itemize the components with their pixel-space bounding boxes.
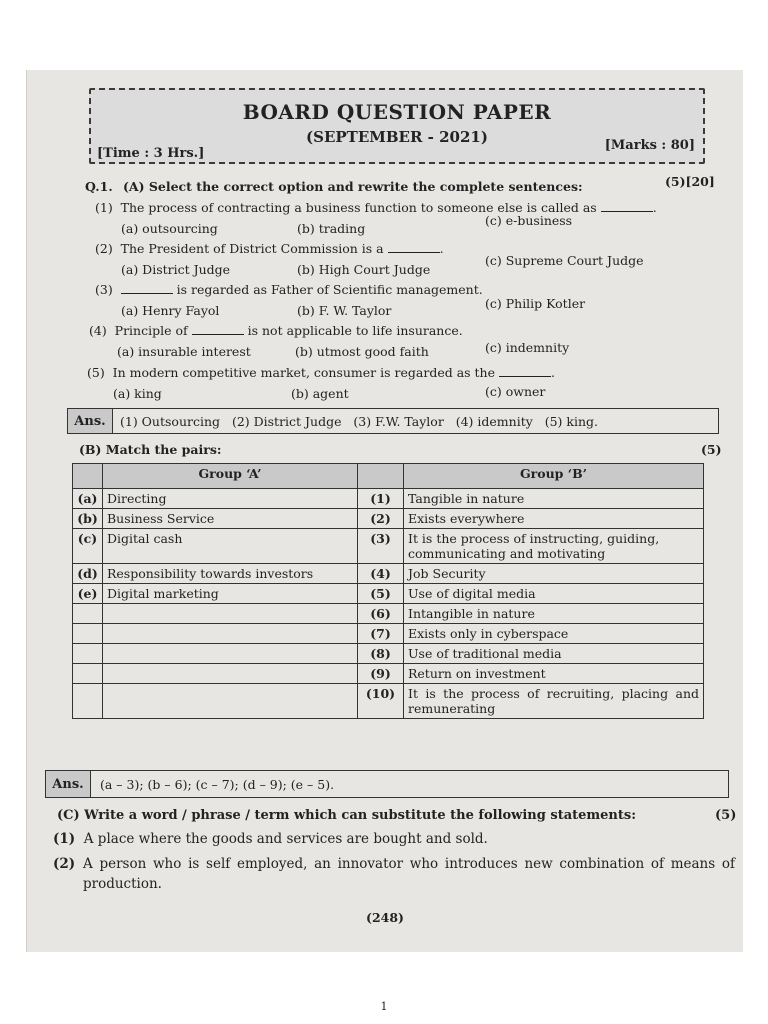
group-b-text: It is the process of instructing, guiding, communicating and motivating <box>404 529 704 564</box>
table-header-cell <box>73 464 103 489</box>
mcq-option: (a) District Judge <box>121 262 231 277</box>
time-label: [Time : 3 Hrs.] <box>97 146 205 161</box>
group-b-text: Tangible in nature <box>404 489 704 509</box>
mcq-item-2 <box>95 241 444 256</box>
group-b-text: Intangible in nature <box>404 604 704 624</box>
mcq-text: In modern competitive market, consumer is regarded as the <box>112 365 496 380</box>
empty-cell <box>73 644 103 664</box>
header-box <box>89 88 705 164</box>
table-header-cell <box>358 464 404 489</box>
mcq-option: (c) owner <box>485 384 546 399</box>
answer-blank <box>601 201 653 212</box>
mcq-text-after: is not applicable to life insurance. <box>247 323 463 338</box>
mcq-text-after: . <box>439 241 444 256</box>
pdf-page-number: 1 <box>380 1000 388 1013</box>
group-a-key: (c) <box>73 529 103 564</box>
answer-box-a <box>67 408 719 434</box>
table-row <box>73 529 704 564</box>
mcq-option: (c) e-business <box>485 213 573 228</box>
mcq-option: (a) Henry Fayol <box>121 303 220 318</box>
group-b-text: It is the process of recruiting, placing and remunerating <box>404 684 704 719</box>
section-c-heading: (C) Write a word / phrase / term which can substitute the following statements: <box>57 808 636 823</box>
table-row <box>73 644 704 664</box>
answer-blank <box>192 324 244 335</box>
item-text: A person who is self employed, an innovator who introduces new combination of means of production. <box>83 856 735 892</box>
mcq-item-5 <box>87 365 555 380</box>
table-row <box>73 509 704 529</box>
group-b-key: (9) <box>358 664 404 684</box>
table-row <box>73 624 704 644</box>
table-row <box>73 684 704 719</box>
table-row <box>73 604 704 624</box>
mcq-option: (b) trading <box>297 221 366 236</box>
answer-label: Ans. <box>68 409 113 433</box>
mcq-option: (b) utmost good faith <box>295 344 429 359</box>
item-number: (1) <box>53 831 76 847</box>
mcq-number: (2) <box>95 241 113 256</box>
item-text: A place where the goods and services are bought and sold. <box>83 831 488 847</box>
mcq-option: (c) Supreme Court Judge <box>485 253 644 268</box>
group-b-text: Exists everywhere <box>404 509 704 529</box>
answer-text-a: (1) Outsourcing (2) District Judge (3) F.W. Taylor (4) idemnity (5) king. <box>120 413 598 429</box>
empty-cell <box>73 684 103 719</box>
mcq-text-after: is regarded as Father of Scientific management. <box>176 282 483 297</box>
group-a-text: Business Service <box>103 509 358 529</box>
group-b-key: (8) <box>358 644 404 664</box>
empty-cell <box>73 624 103 644</box>
answer-blank <box>121 283 173 294</box>
table-row <box>73 664 704 684</box>
group-a-text: Directing <box>103 489 358 509</box>
group-a-key: (e) <box>73 584 103 604</box>
section-c-marks: (5) <box>715 808 737 823</box>
mcq-item-3 <box>95 282 483 297</box>
group-b-text: Use of digital media <box>404 584 704 604</box>
paper-subtitle: (SEPTEMBER - 2021) <box>306 128 488 146</box>
footer-page-number: (248) <box>366 910 404 925</box>
mcq-text-after: . <box>551 365 555 380</box>
mcq-option: (c) indemnity <box>485 340 570 355</box>
group-b-key: (4) <box>358 564 404 584</box>
group-a-text: Digital cash <box>103 529 358 564</box>
group-b-header: Group ‘B’ <box>404 464 704 489</box>
paper-sheet <box>26 70 743 952</box>
marks-label: [Marks : 80] <box>604 138 695 153</box>
mcq-option: (c) Philip Kotler <box>485 296 586 311</box>
answer-box-b <box>45 770 729 798</box>
group-b-text: Exists only in cyberspace <box>404 624 704 644</box>
mcq-number: (5) <box>87 365 105 380</box>
mcq-text: The process of contracting a business function to someone else is called as <box>120 200 597 215</box>
group-a-key: (d) <box>73 564 103 584</box>
mcq-number: (3) <box>95 282 113 297</box>
group-b-key: (10) <box>358 684 404 719</box>
section-c-item-2 <box>53 854 735 894</box>
mcq-option: (a) insurable interest <box>117 344 251 359</box>
table-row <box>73 584 704 604</box>
paper-title: BOARD QUESTION PAPER <box>242 100 552 124</box>
section-a-heading: (A) Select the correct option and rewrite the complete sentences: <box>123 179 583 194</box>
empty-cell <box>73 664 103 684</box>
empty-cell <box>73 604 103 624</box>
group-a-key: (b) <box>73 509 103 529</box>
empty-cell <box>103 684 358 719</box>
answer-blank <box>499 366 551 377</box>
mcq-option: (b) agent <box>291 386 349 401</box>
group-a-header: Group ‘A’ <box>103 464 358 489</box>
answer-label: Ans. <box>46 771 91 797</box>
table-row <box>73 564 704 584</box>
empty-cell <box>103 644 358 664</box>
group-b-text: Return on investment <box>404 664 704 684</box>
section-b-heading: (B) Match the pairs: <box>79 442 222 457</box>
answer-text-b: (a – 3); (b – 6); (c – 7); (d – 9); (e – 5). <box>100 776 335 792</box>
section-b-marks: (5) <box>701 442 722 457</box>
mcq-number: (4) <box>89 323 107 338</box>
mcq-text: The President of District Commission is a <box>120 241 384 256</box>
group-b-key: (3) <box>358 529 404 564</box>
group-b-key: (1) <box>358 489 404 509</box>
group-b-key: (6) <box>358 604 404 624</box>
answer-blank <box>388 242 440 253</box>
empty-cell <box>103 624 358 644</box>
group-b-text: Job Security <box>404 564 704 584</box>
group-a-text: Digital marketing <box>103 584 358 604</box>
section-a-marks: (5)[20] <box>665 174 715 189</box>
group-b-key: (5) <box>358 584 404 604</box>
group-b-key: (2) <box>358 509 404 529</box>
group-a-key: (a) <box>73 489 103 509</box>
section-c-item-1 <box>53 831 488 847</box>
group-b-text: Use of traditional media <box>404 644 704 664</box>
mcq-item-4 <box>89 323 463 338</box>
mcq-text: Principle of <box>114 323 188 338</box>
empty-cell <box>103 604 358 624</box>
group-a-text: Responsibility towards investors <box>103 564 358 584</box>
item-number: (2) <box>53 856 76 872</box>
question-number: Q.1. <box>85 179 113 194</box>
mcq-text-after: . <box>652 200 657 215</box>
empty-cell <box>103 664 358 684</box>
mcq-option: (b) High Court Judge <box>297 262 431 277</box>
mcq-option: (a) king <box>113 386 162 401</box>
match-pairs-table <box>72 463 704 719</box>
table-row <box>73 489 704 509</box>
mcq-item-1 <box>95 200 657 215</box>
group-b-key: (7) <box>358 624 404 644</box>
mcq-option: (a) outsourcing <box>121 221 218 236</box>
mcq-option: (b) F. W. Taylor <box>297 303 392 318</box>
mcq-number: (1) <box>95 200 113 215</box>
